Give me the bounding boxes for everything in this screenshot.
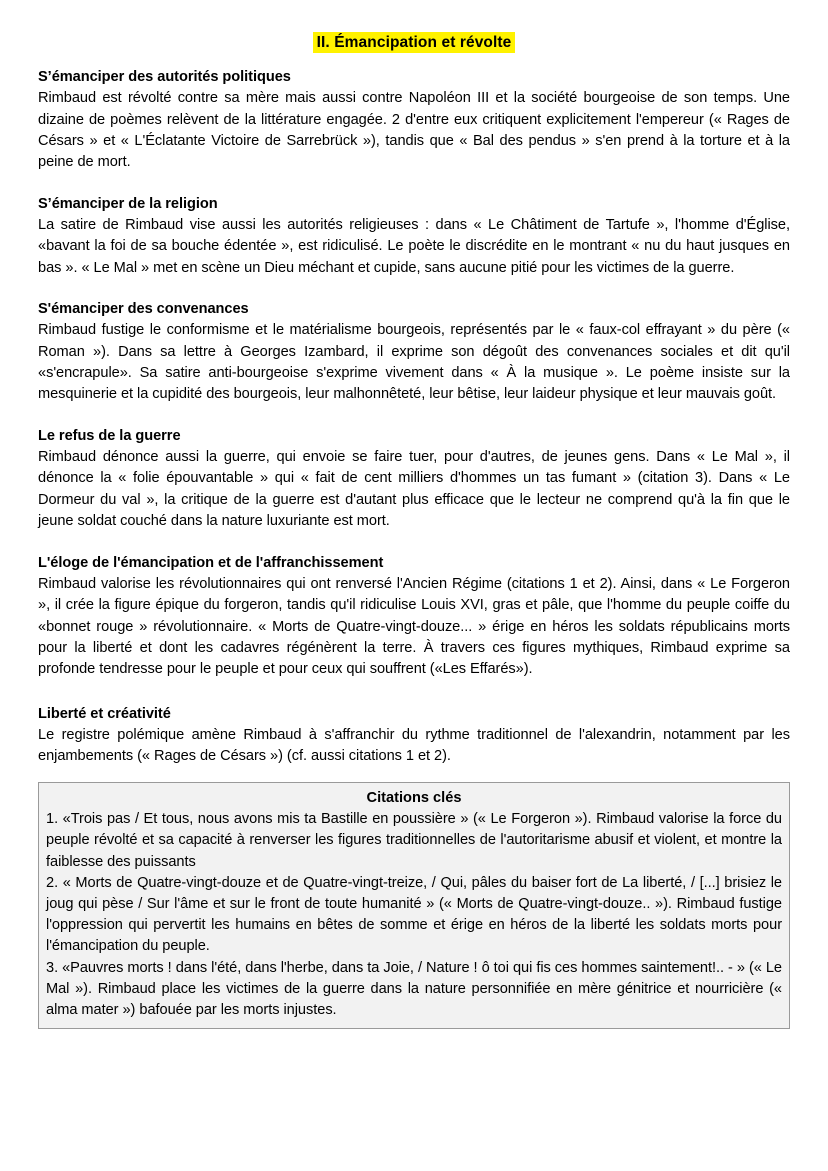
section-heading: S’émanciper de la religion (38, 195, 218, 212)
citation-item: 1. «Trois pas / Et tous, nous avons mis ta Bastille en poussière » (« Le Forgeron »). Rimbaud valorise la force du peuple révolté et sa capacité à renverser les figures traditionnelles de l'autoritarisme abusif et violent, et montre la faiblesse des puissants (46, 811, 782, 870)
citations-box (38, 782, 790, 1030)
section-liberte-creativite (38, 705, 790, 768)
section-refus-guerre (38, 427, 790, 533)
section-body: Rimbaud valorise les révolutionnaires qui ont renversé l'Ancien Régime (citations 1 et 2). Ainsi, dans « Le Forgeron », il crée la figure épique du forgeron, tandis qu'il ridiculise Louis XVI, gras et pâle, que l'homme du peuple coiffe du «bonnet rouge » révolutionnaire. « Morts de Quatre-vingt-douze... » érige en héros les soldats républicains morts pour la liberté et dont les cadavres régénèrent la terre. À travers ces figures mythiques, Rimbaud exprime sa profonde tendresse pour le peuple et pour ceux qui souffrent («Les Effarés»). (38, 575, 790, 678)
spacer (38, 420, 790, 427)
citations-box-title: Citations clés (366, 789, 462, 806)
section-heading: S’émanciper des autorités politiques (38, 68, 291, 85)
citation-item: 3. «Pauvres morts ! dans l'été, dans l'herbe, dans ta Joie, / Nature ! ô toi qui fis ces hommes saintement!.. - » (« Le Mal »). Rimbaud place les victimes de la guerre dans la nature personnifiée en mère génitrice et nourricière (« alma mater ») bafouée par les morts injustes. (46, 959, 782, 1019)
section-body: Rimbaud dénonce aussi la guerre, qui envoie se faire tuer, pour d'autres, de jeunes gens. Dans « Le Mal », il dénonce la « folie épouvantable » qui « fait de cent milliers d'hommes un tas fumant » (citation 3). Dans « Le Dormeur du val », la critique de la guerre est d'autant plus efficace que le lecteur ne comprend qu'à la fin que le jeune soldat couché dans la nature luxuriante est mort. (38, 449, 790, 530)
section-body: Rimbaud fustige le conformisme et le matérialisme bourgeois, représentés par le « faux-col effrayant » du père (« Roman »). Dans sa lettre à Georges Izambard, il exprime son dégoût des convenances sociales et dit qu'il «s'encrapule». Sa satire anti-bourgeoise s'exprime vivement dans « À la musique ». Le poème insiste sur la mesquinerie et la cupidité des bourgeois, leur malhonnêteté, leur bêtise, leur laideur physique et leur mauvais goût. (38, 322, 790, 403)
section-convenances (38, 300, 790, 406)
document-title-container (38, 0, 790, 68)
section-politiques (38, 68, 790, 174)
section-heading: L'éloge de l'émancipation et de l'affranchissement (38, 554, 384, 571)
spacer (38, 547, 790, 554)
section-body: Rimbaud est révolté contre sa mère mais aussi contre Napoléon III et la société bourgeoise de son temps. Une dizaine de poèmes relèvent de la littérature engagée. 2 d'entre eux critiquent explicitement l'empereur (« Rages de Césars » et « L'Éclatante Victoire de Sarrebrück »), tandis que « Bal des pendus » s'en prend à la torture et à la peine de mort. (38, 90, 790, 171)
section-religion (38, 195, 790, 279)
section-heading: Le refus de la guerre (38, 427, 181, 444)
page-title: II. Émancipation et révolte (313, 32, 516, 53)
spacer (38, 188, 790, 195)
section-body: Le registre polémique amène Rimbaud à s'affranchir du rythme traditionnel de l'alexandrin, notamment par les enjambements (« Rages de Césars ») (cf. aussi citations 1 et 2). (38, 726, 790, 765)
spacer (38, 695, 790, 705)
section-heading: Liberté et créativité (38, 705, 171, 722)
spacer (38, 293, 790, 300)
citation-item: 2. « Morts de Quatre-vingt-douze et de Quatre-vingt-treize, / Qui, pâles du baiser fort de La liberté, / [...] brisiez le joug qui pèse / Sur l'âme et sur le front de toute humanité » (« Morts de Quatre-vingt-douze.. »). Rimbaud fustige l'oppression qui pervertit les humains en bêtes de somme et érige en héros de la liberté les soldats morts pour l'émancipation du peuple. (46, 874, 782, 955)
section-heading: S'émanciper des convenances (38, 301, 249, 318)
section-eloge-emancipation (38, 554, 790, 681)
section-body: La satire de Rimbaud vise aussi les autorités religieuses : dans « Le Châtiment de Tartufe », l'homme d'Église, «bavant la foi de sa bouche édentée », est ridiculisé. Le poète le discrédite en le montrant « nu du haut jusques en bas ». « Le Mal » met en scène un Dieu méchant et cupide, sans aucune pitié pour les victimes de la guerre. (38, 216, 790, 276)
